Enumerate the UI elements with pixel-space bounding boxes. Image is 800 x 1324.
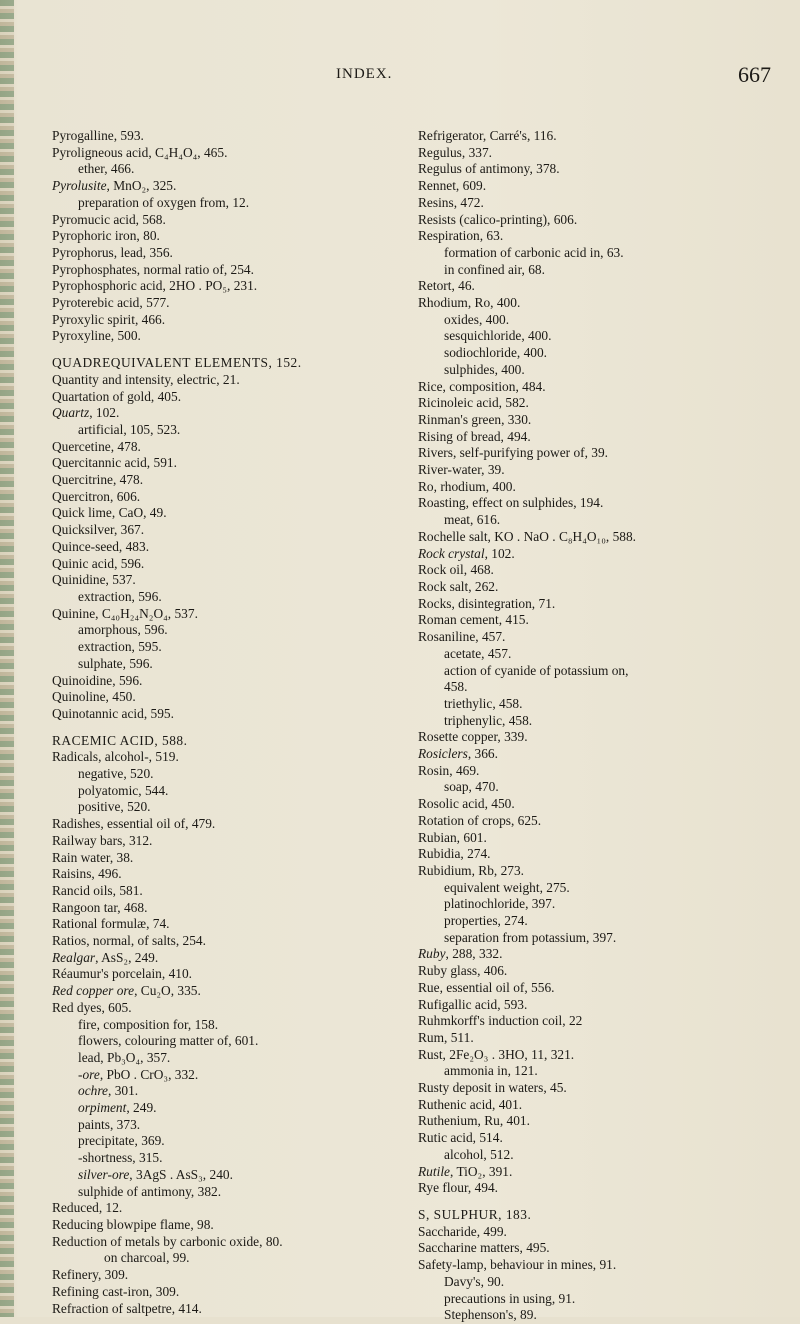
index-entry: Rosaniline, 457. xyxy=(418,629,506,645)
page-binding-edge xyxy=(0,0,14,1317)
index-subentry: sulphides, 400. xyxy=(444,361,525,377)
index-subentry: triphenylic, 458. xyxy=(444,712,533,728)
index-entry: Rising of bread, 494. xyxy=(418,428,531,444)
index-entry: RACEMIC ACID, 588. xyxy=(52,732,188,748)
index-entry: Saccharide, 499. xyxy=(418,1223,507,1239)
index-entry: Resins, 472. xyxy=(418,194,484,210)
index-subentry: Stephenson's, 89. xyxy=(444,1307,537,1323)
index-subentry: lead, Pb₃O₄, 357. xyxy=(78,1049,171,1065)
index-entry: Rice, composition, 484. xyxy=(418,378,546,394)
index-entry: Refinery, 309. xyxy=(52,1267,129,1283)
index-entry: Quantity and intensity, electric, 21. xyxy=(52,371,240,387)
section-gap xyxy=(418,1197,774,1207)
index-entry: Quinotannic acid, 595. xyxy=(52,705,174,721)
index-entry: Rangoon tar, 468. xyxy=(52,899,148,915)
index-entry: Rum, 511. xyxy=(418,1029,474,1045)
index-subentry: sulphate, 596. xyxy=(78,655,153,671)
index-entry: Rotation of crops, 625. xyxy=(418,812,542,828)
index-entry: Reduction of metals by carbonic oxide, 80. xyxy=(52,1233,283,1249)
index-entry: S, SULPHUR, 183. xyxy=(418,1207,532,1222)
index-entry: Retort, 46. xyxy=(418,278,475,294)
index-entry: Rutile, TiO₂, 391. xyxy=(418,1163,513,1179)
index-subentry: -shortness, 315. xyxy=(78,1150,163,1166)
index-entry: Quartation of gold, 405. xyxy=(52,388,182,404)
index-entry: Pyroxyline, 500. xyxy=(52,328,141,344)
index-entry: Pyroxylic spirit, 466. xyxy=(52,311,166,327)
index-entry: Rosette copper, 339. xyxy=(418,729,528,745)
index-subentry: acetate, 457. xyxy=(444,645,512,661)
index-entry: Reducing blowpipe flame, 98. xyxy=(52,1217,214,1232)
index-entry: Ruthenic acid, 401. xyxy=(418,1096,523,1112)
index-entry: Quinidine, 537. xyxy=(52,572,136,588)
index-entry: Rue, essential oil of, 556. xyxy=(418,979,555,995)
index-entry: Reduced, 12. xyxy=(52,1200,123,1216)
index-entry: Quick lime, CaO, 49. xyxy=(52,505,167,521)
index-subentry: negative, 520. xyxy=(78,766,154,782)
index-entry: Red dyes, 605. xyxy=(52,999,132,1015)
index-entry: Quinic acid, 596. xyxy=(52,555,145,571)
index-subentry: in confined air, 68. xyxy=(444,261,545,277)
index-entry: Pyrophosphates, normal ratio of, 254. xyxy=(52,261,254,277)
index-entry: Ruby glass, 406. xyxy=(418,963,508,979)
index-entry: Regulus of antimony, 378. xyxy=(418,161,560,177)
index-subentry: properties, 274. xyxy=(444,913,528,929)
index-entry: Raisins, 496. xyxy=(52,866,122,882)
index-entry: Rochelle salt, KO . NaO . C₈H₄O₁₀, 588. xyxy=(418,528,637,544)
index-subentry: alcohol, 512. xyxy=(444,1146,514,1162)
index-subentry: Davy's, 90. xyxy=(444,1273,505,1289)
index-subentry: orpiment, 249. xyxy=(78,1100,157,1116)
index-subentry: on charcoal, 99. xyxy=(104,1250,190,1266)
index-entry: Quercitannic acid, 591. xyxy=(52,455,177,471)
index-entry: Rubian, 601. xyxy=(418,829,487,845)
index-entry: Rennet, 609. xyxy=(418,178,487,194)
index-entry: Rubidia, 274. xyxy=(418,846,491,862)
index-entry: Refraction of saltpetre, 414. xyxy=(52,1300,202,1316)
index-entry: Rocks, disintegration, 71. xyxy=(418,595,556,611)
index-entry: Rosiclers, 366. xyxy=(418,746,498,762)
index-entry: Resists (calico-printing), 606. xyxy=(418,211,578,227)
page-header xyxy=(0,62,800,102)
index-entry: Quercitrine, 478. xyxy=(52,472,144,488)
index-entry: Pyrophorus, lead, 356. xyxy=(52,244,173,260)
index-entry: Quartz, 102. xyxy=(52,405,120,421)
index-entry: Rock salt, 262. xyxy=(418,578,499,594)
index-entry: Radicals, alcohol-, 519. xyxy=(52,749,179,765)
index-subentry: meat, 616. xyxy=(444,512,501,528)
index-entry: Pyroterebic acid, 577. xyxy=(52,295,170,311)
index-entry: Pyroligneous acid, C₄H₄O₄, 465. xyxy=(52,144,228,160)
index-entry: Rosin, 469. xyxy=(418,762,480,778)
index-subentry: soap, 470. xyxy=(444,779,499,795)
index-subentry: platinochloride, 397. xyxy=(444,896,556,912)
index-subentry: preparation of oxygen from, 12. xyxy=(78,194,250,210)
index-entry: Rutic acid, 514. xyxy=(418,1130,503,1146)
index-column-left xyxy=(52,128,402,1317)
section-gap xyxy=(52,723,402,733)
section-gap xyxy=(52,345,402,355)
index-subentry: ammonia in, 121. xyxy=(444,1063,538,1079)
index-entry: Rufigallic acid, 593. xyxy=(418,996,528,1012)
index-subentry: -ore, PbO . CrO₃, 332. xyxy=(78,1066,199,1082)
index-entry: Saccharine matters, 495. xyxy=(418,1240,550,1256)
index-entry: Quinine, C₄₀H₂₄N₂O₄, 537. xyxy=(52,605,198,621)
index-entry: Refining cast-iron, 309. xyxy=(52,1283,180,1299)
index-entry: Pyrolusite, MnO₂, 325. xyxy=(52,178,177,194)
index-entry: Pyrophosphoric acid, 2HO . PO₅, 231. xyxy=(52,278,258,294)
index-entry: Quince-seed, 483. xyxy=(52,538,150,554)
index-entry: Rational formulæ, 74. xyxy=(52,916,170,932)
index-subentry: triethylic, 458. xyxy=(444,695,523,711)
index-entry: Ruby, 288, 332. xyxy=(418,946,503,962)
index-entry: Quercitron, 606. xyxy=(52,488,141,504)
index-entry: Quicksilver, 367. xyxy=(52,522,145,538)
index-entry: Radishes, essential oil of, 479. xyxy=(52,816,216,832)
index-subentry: action of cyanide of potassium on, xyxy=(444,662,629,678)
index-subentry: precipitate, 369. xyxy=(78,1133,165,1149)
index-entry: Refrigerator, Carré's, 116. xyxy=(418,128,557,143)
index-entry: Rain water, 38. xyxy=(52,849,134,865)
index-subentry: precautions in using, 91. xyxy=(444,1290,576,1306)
index-subentry: extraction, 596. xyxy=(78,588,162,604)
index-entry: Rancid oils, 581. xyxy=(52,882,143,898)
index-subentry: ether, 466. xyxy=(78,161,135,177)
index-entry: Realgar, AsS₂, 249. xyxy=(52,949,159,965)
index-subentry: fire, composition for, 158. xyxy=(78,1016,219,1032)
index-entry: Regulus, 337. xyxy=(418,144,493,160)
index-entry: Quinoline, 450. xyxy=(52,689,136,705)
index-subentry: amorphous, 596. xyxy=(78,622,168,638)
index-subentry: extraction, 595. xyxy=(78,639,162,655)
index-subentry: silver-ore, 3AgS . AsS₃, 240. xyxy=(78,1166,233,1182)
index-subentry: formation of carbonic acid in, 63. xyxy=(444,244,624,260)
index-entry: Rosolic acid, 450. xyxy=(418,796,515,812)
index-entry: Ricinoleic acid, 582. xyxy=(418,395,529,411)
index-entry: Pyrogalline, 593. xyxy=(52,128,144,143)
index-subentry: sodiochloride, 400. xyxy=(444,345,548,361)
index-entry: Rubidium, Rb, 273. xyxy=(418,862,525,878)
index-entry: Ratios, normal, of salts, 254. xyxy=(52,933,206,949)
index-entry: River-water, 39. xyxy=(418,462,505,478)
index-entry: Roasting, effect on sulphides, 194. xyxy=(418,495,604,511)
index-entry: Rhodium, Ro, 400. xyxy=(418,295,521,311)
index-subentry: ochre, 301. xyxy=(78,1083,139,1099)
index-subentry: sulphide of antimony, 382. xyxy=(78,1183,222,1199)
index-entry: Rusty deposit in waters, 45. xyxy=(418,1080,567,1096)
index-entry: QUADREQUIVALENT ELEMENTS, 152. xyxy=(52,355,302,371)
page-number: 667 xyxy=(738,62,771,87)
index-entry: Red copper ore, Cu₂O, 335. xyxy=(52,983,201,999)
index-subentry: artificial, 105, 523. xyxy=(78,421,181,437)
index-entry: Respiration, 63. xyxy=(418,228,504,244)
index-subentry: 458. xyxy=(444,679,468,695)
index-column-right xyxy=(418,128,774,1324)
index-entry: Réaumur's porcelain, 410. xyxy=(52,966,193,982)
index-subentry: sesquichloride, 400. xyxy=(444,328,552,344)
index-subentry: polyatomic, 544. xyxy=(78,782,169,798)
index-entry: Railway bars, 312. xyxy=(52,832,153,848)
index-entry: Pyrophoric iron, 80. xyxy=(52,228,160,244)
index-entry: Rock crystal, 102. xyxy=(418,545,515,561)
index-entry: Pyromucic acid, 568. xyxy=(52,211,166,227)
index-entry: Rivers, self-purifying power of, 39. xyxy=(418,445,609,461)
index-subentry: flowers, colouring matter of, 601. xyxy=(78,1033,259,1049)
index-subentry: equivalent weight, 275. xyxy=(444,879,570,895)
running-head: INDEX. xyxy=(336,66,393,82)
index-entry: Ruthenium, Ru, 401. xyxy=(418,1113,530,1129)
index-subentry: paints, 373. xyxy=(78,1116,141,1132)
index-entry: Ruhmkorff's induction coil, 22 xyxy=(418,1013,583,1029)
index-entry: Ro, rhodium, 400. xyxy=(418,478,516,494)
index-subentry: separation from potassium, 397. xyxy=(444,929,617,945)
index-entry: Quinoidine, 596. xyxy=(52,672,143,688)
index-subentry: positive, 520. xyxy=(78,799,151,815)
index-entry: Rust, 2Fe₂O₃ . 3HO, 11, 321. xyxy=(418,1046,575,1062)
index-entry: Safety-lamp, behaviour in mines, 91. xyxy=(418,1257,617,1273)
index-entry: Rye flour, 494. xyxy=(418,1180,499,1196)
index-entry: Quercetine, 478. xyxy=(52,438,141,454)
index-entry: Rock oil, 468. xyxy=(418,562,494,578)
index-entry: Roman cement, 415. xyxy=(418,612,529,628)
index-entry: Rinman's green, 330. xyxy=(418,411,532,427)
index-subentry: oxides, 400. xyxy=(444,311,510,327)
